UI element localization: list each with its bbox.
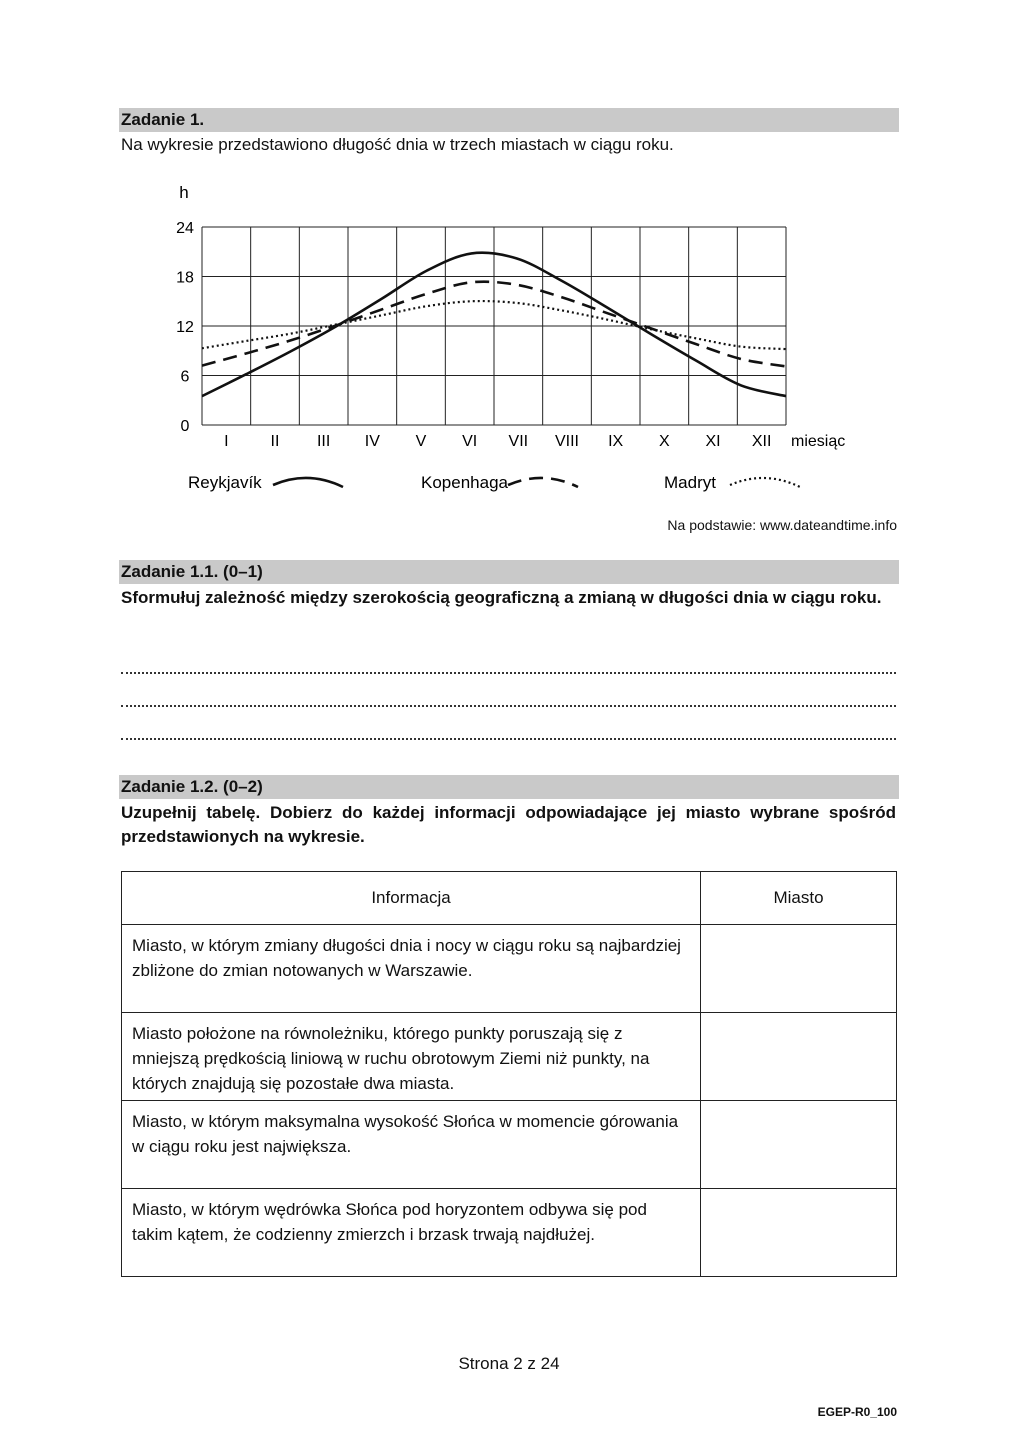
answer-line-1[interactable]: [121, 660, 896, 674]
x-tick-label: I: [224, 433, 229, 450]
task12-heading: Zadanie 1.2. (0–2): [119, 775, 899, 799]
legend-swatch: [730, 478, 800, 487]
task12-prompt: Uzupełnij tabelę. Dobierz do każdej informacji odpowiadające jej miasto wybrane spośród przedstawionych na wykresie.: [121, 803, 896, 846]
city-answer-cell[interactable]: [701, 1101, 897, 1189]
table-row: [122, 1101, 897, 1189]
table-row: [122, 925, 897, 1013]
exam-code: EGEP-R0_100: [817, 1405, 897, 1419]
city-answer-cell[interactable]: [701, 1189, 897, 1277]
answer-line-2[interactable]: [121, 693, 896, 707]
task1-heading: Zadanie 1.: [119, 108, 899, 132]
x-tick-label: III: [316, 433, 331, 450]
legend-label: Kopenhaga: [421, 473, 508, 492]
x-tick-label: IX: [608, 433, 624, 450]
legend-label: Madryt: [664, 473, 716, 492]
answer-line-3[interactable]: [121, 726, 896, 740]
info-cell: Miasto, w którym wędrówka Słońca pod horyzontem odbywa się pod takim kątem, że codzienny zmierzch i brzask trwają najdłużej.: [122, 1189, 701, 1277]
info-cell: Miasto, w którym zmiany długości dnia i nocy w ciągu roku są najbardziej zbliżone do zmian notowanych w Warszawie.: [122, 925, 701, 1013]
x-tick-label: X: [658, 433, 670, 450]
task11-heading: Zadanie 1.1. (0–1): [119, 560, 899, 584]
legend-label: Reykjavík: [188, 473, 262, 492]
legend-swatch: [508, 478, 578, 487]
y-tick-label: 24: [176, 220, 194, 237]
day-length-chart: [0, 170, 1018, 510]
info-cell: Miasto położone na równoleżniku, którego punkty poruszają się z mniejszą prędkością liniową w ruchu obrotowym Ziemi niż punkty, na których znajdują się pozostałe dwa miasta.: [122, 1013, 701, 1101]
source-note: Na podstawie: www.dateandtime.info: [667, 517, 897, 533]
column-header-city: Miasto: [701, 872, 897, 925]
info-cell: Miasto, w którym maksymalna wysokość Słońca w momencie górowania w ciągu roku jest największa.: [122, 1101, 701, 1189]
table-row: [122, 1013, 897, 1101]
x-tick-label: XI: [705, 433, 721, 450]
y-tick-label: 6: [180, 368, 190, 386]
x-tick-label: II: [270, 433, 280, 450]
x-tick-label: IV: [364, 433, 380, 450]
table-row: [122, 1189, 897, 1277]
city-answer-cell[interactable]: [701, 1013, 897, 1101]
x-tick-label: VII: [508, 433, 529, 450]
x-tick-labels: [224, 433, 771, 450]
legend-swatch: [273, 478, 343, 487]
y-tick-label: 0: [180, 418, 190, 435]
x-tick-label: VIII: [554, 433, 580, 450]
y-tick-label: 12: [176, 319, 194, 336]
city-answer-cell[interactable]: [701, 925, 897, 1013]
y-tick-labels: [176, 220, 194, 435]
chart-legend: [188, 473, 800, 492]
task11-prompt: Sformułuj zależność między szerokością geograficzną a zmianą w długości dnia w ciągu roku.: [121, 588, 882, 607]
x-tick-label: XII: [751, 433, 772, 450]
column-header-info: Informacja: [122, 872, 701, 925]
page-number: Strona 2 z 24: [458, 1354, 560, 1373]
y-axis-label: h: [179, 183, 189, 202]
answer-table: [121, 871, 897, 1277]
x-axis-label: miesiąc: [791, 433, 846, 450]
x-tick-label: V: [415, 433, 427, 450]
chart-grid: [202, 227, 786, 425]
x-tick-label: VI: [462, 433, 478, 450]
task1-intro: Na wykresie przedstawiono długość dnia w trzech miastach w ciągu roku.: [121, 135, 674, 154]
y-tick-label: 18: [176, 269, 194, 287]
table-header-row: [122, 872, 897, 925]
